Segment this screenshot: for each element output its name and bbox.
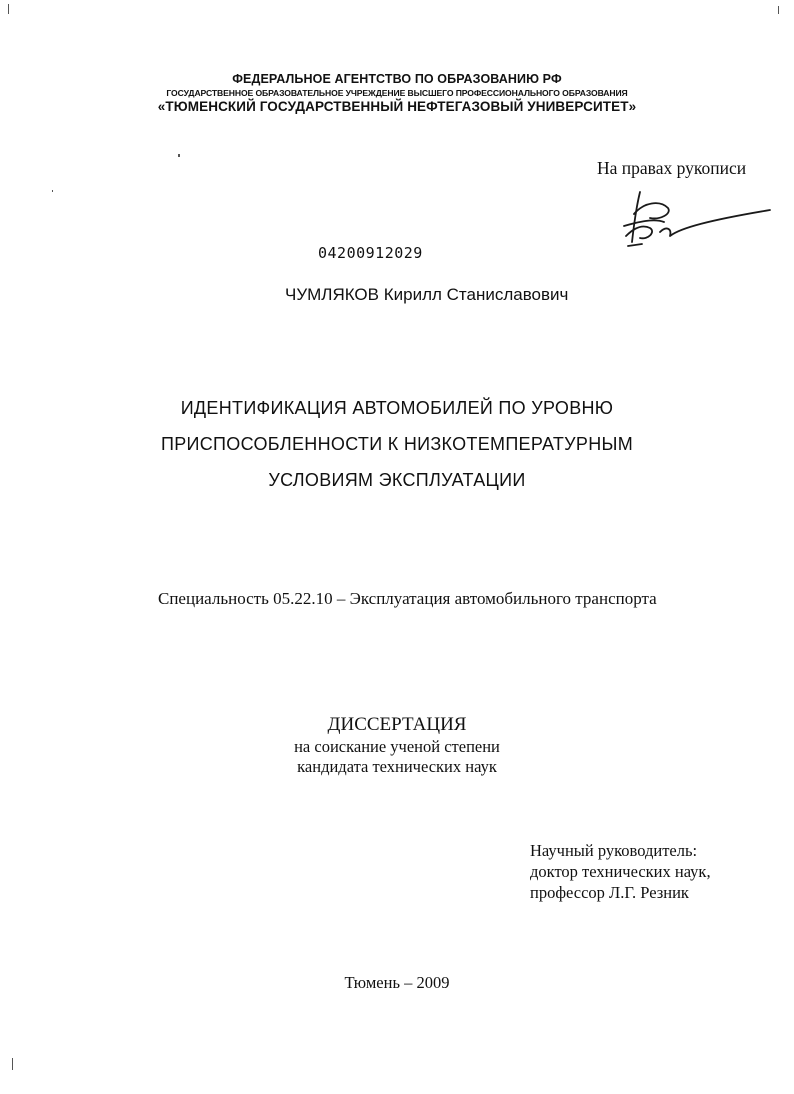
document-number: 04200912029 <box>318 244 423 262</box>
advisor-name: профессор Л.Г. Резник <box>530 883 689 902</box>
city-year: Тюмень – 2009 <box>344 973 450 992</box>
dissertation-type: ДИССЕРТАЦИЯ <box>327 714 467 735</box>
scan-mark <box>778 6 779 14</box>
title-line-3: УСЛОВИЯМ ЭКСПЛУАТАЦИИ <box>268 470 526 490</box>
scan-mark <box>52 190 53 192</box>
advisor-degree: доктор технических наук, <box>530 862 711 881</box>
title-line-2: ПРИСПОСОБЛЕННОСТИ К НИЗКОТЕМПЕРАТУРНЫМ <box>160 434 634 454</box>
dissertation-purpose: на соискание ученой степени <box>294 737 500 756</box>
dissertation-degree: кандидата технических наук <box>297 757 497 776</box>
advisor-label: Научный руководитель: <box>530 841 698 860</box>
scan-mark <box>12 1058 13 1070</box>
signature-icon <box>620 188 775 250</box>
scan-mark <box>178 154 180 157</box>
manuscript-note: На правах рукописи <box>597 158 747 178</box>
header-agency: ФЕДЕРАЛЬНОЕ АГЕНТСТВО ПО ОБРАЗОВАНИЮ РФ <box>232 72 562 86</box>
specialty: Специальность 05.22.10 – Эксплуатация автомобильного транспорта <box>158 589 657 608</box>
header-university: «ТЮМЕНСКИЙ ГОСУДАРСТВЕННЫЙ НЕФТЕГАЗОВЫЙ УНИВЕРСИТЕТ» <box>157 99 637 114</box>
scan-mark <box>8 4 9 14</box>
author-name: ЧУМЛЯКОВ Кирилл Станиславович <box>285 285 569 304</box>
header-institution: ГОСУДАРСТВЕННОЕ ОБРАЗОВАТЕЛЬНОЕ УЧРЕЖДЕНИЕ ВЫСШЕГО ПРОФЕССИОНАЛЬНОГО ОБРАЗОВАНИЯ <box>166 88 628 98</box>
title-line-1: ИДЕНТИФИКАЦИЯ АВТОМОБИЛЕЙ ПО УРОВНЮ <box>180 398 614 418</box>
